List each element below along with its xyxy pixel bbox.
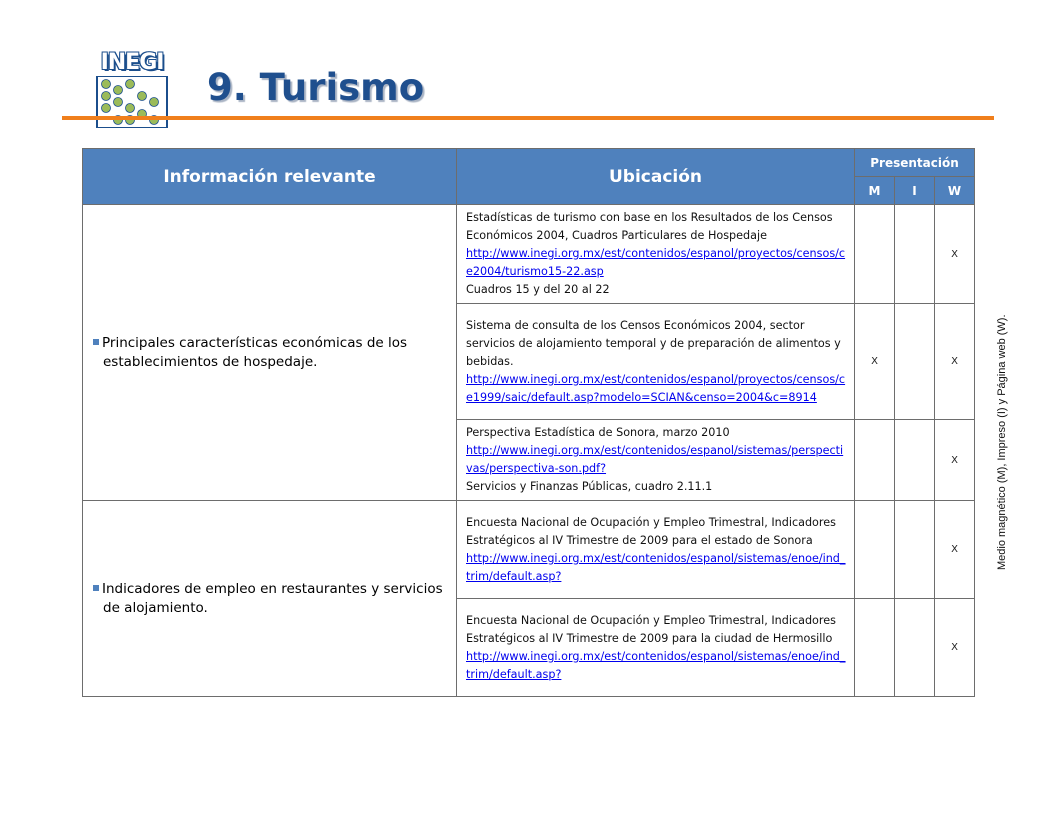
- location-cell: [457, 599, 855, 697]
- mark-w: X: [935, 501, 975, 599]
- table-row: [83, 501, 975, 599]
- mark-w: X: [935, 304, 975, 420]
- location-text: Perspectiva Estadística de Sonora, marzo 2010: [466, 426, 730, 439]
- mark-m: X: [855, 304, 895, 420]
- location-text: Estadísticas de turismo con base en los Resultados de los Censos Económicos 2004, Cuadros Particulares de Hospedaje: [466, 211, 833, 242]
- location-note: Cuadros 15 y del 20 al 22: [466, 283, 610, 296]
- mark-i: [895, 420, 935, 501]
- info-table: [82, 148, 975, 697]
- col-header-info: Información relevante: [83, 149, 457, 205]
- location-note: Servicios y Finanzas Públicas, cuadro 2.11.1: [466, 480, 713, 493]
- col-header-i: I: [895, 177, 935, 205]
- location-text: Encuesta Nacional de Ocupación y Empleo Trimestral, Indicadores Estratégicos al IV Trimestre de 2009 para el estado de Sonora: [466, 515, 836, 547]
- location-cell: [457, 420, 855, 501]
- col-header-w: W: [935, 177, 975, 205]
- location-cell: [457, 501, 855, 599]
- table-row: [83, 205, 975, 304]
- mark-w: X: [935, 599, 975, 697]
- col-header-m: M: [855, 177, 895, 205]
- mark-w: X: [935, 420, 975, 501]
- col-header-presentation: Presentación: [855, 149, 975, 177]
- side-note: Medio magnético (M), Impreso (I) y Página web (W).: [996, 314, 1008, 570]
- col-header-location: Ubicación: [457, 149, 855, 205]
- location-link[interactable]: http://www.inegi.org.mx/est/contenidos/espanol/proyectos/censos/ce1999/saic/default.asp?modelo=SCIAN&censo=2004&c=8914: [466, 372, 846, 404]
- logo-text: INEGI: [100, 50, 164, 75]
- mark-w: X: [935, 205, 975, 304]
- location-link[interactable]: http://www.inegi.org.mx/est/contenidos/espanol/sistemas/enoe/ind_trim/default.asp?: [466, 649, 846, 681]
- page-title: 9. Turismo: [207, 66, 425, 109]
- location-link[interactable]: http://www.inegi.org.mx/est/contenidos/espanol/proyectos/censos/ce2004/turismo15-22.asp: [466, 247, 846, 278]
- info-cell: [83, 501, 457, 697]
- mark-m: [855, 599, 895, 697]
- location-text: Sistema de consulta de los Censos Económicos 2004, sector servicios de alojamiento temporal y de preparación de alimentos y bebidas.: [466, 318, 841, 368]
- bullet-icon: [93, 339, 99, 345]
- location-link[interactable]: http://www.inegi.org.mx/est/contenidos/espanol/sistemas/enoe/ind_trim/default.asp?: [466, 551, 846, 583]
- title-underline: [62, 116, 994, 120]
- mark-i: [895, 205, 935, 304]
- mark-m: [855, 420, 895, 501]
- info-label: Principales características económicas de los establecimientos de hospedaje.: [102, 334, 408, 370]
- location-link[interactable]: http://www.inegi.org.mx/est/contenidos/espanol/sistemas/perspectivas/perspectiva-son.pdf?: [466, 444, 844, 475]
- info-cell: [83, 205, 457, 501]
- location-text: Encuesta Nacional de Ocupación y Empleo Trimestral, Indicadores Estratégicos al IV Trimestre de 2009 para la ciudad de Hermosillo: [466, 613, 836, 645]
- mark-i: [895, 599, 935, 697]
- mark-m: [855, 205, 895, 304]
- location-cell: [457, 205, 855, 304]
- bullet-icon: [93, 585, 99, 591]
- location-cell: [457, 304, 855, 420]
- info-label: Indicadores de empleo en restaurantes y servicios de alojamiento.: [102, 580, 443, 616]
- mark-i: [895, 304, 935, 420]
- abacus-icon: [96, 76, 168, 128]
- mark-i: [895, 501, 935, 599]
- mark-m: [855, 501, 895, 599]
